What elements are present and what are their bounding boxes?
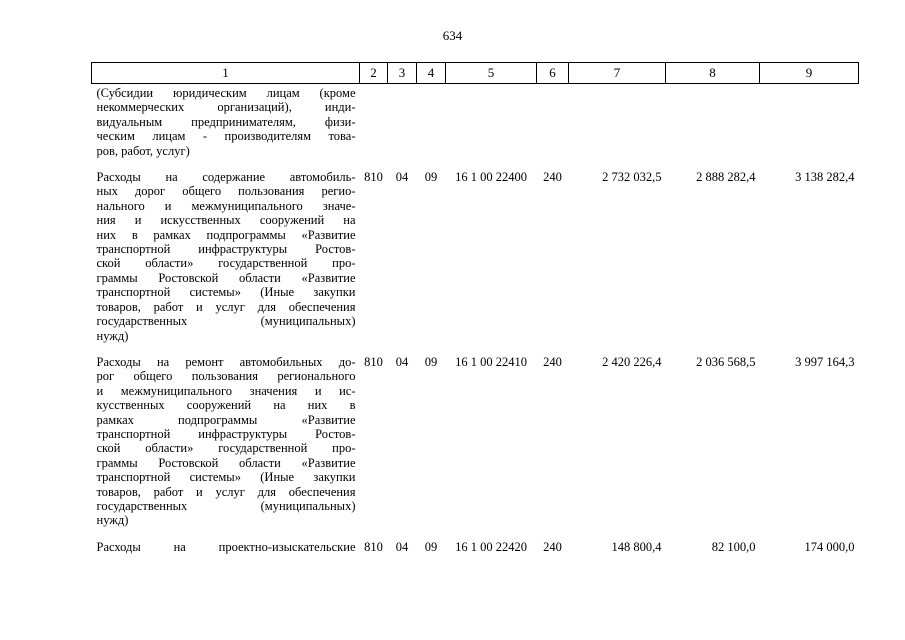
cell-section: 04 xyxy=(395,354,409,369)
description-line: и межмуниципального значения и ис- xyxy=(96,383,356,398)
cell-section: 04 xyxy=(395,170,409,185)
description-line: нужд) xyxy=(96,513,129,528)
cell-amount-1: 2 420 226,4 xyxy=(602,354,662,369)
cell-expense-type: 240 xyxy=(543,354,562,369)
cell-amount-2: 2 888 282,4 xyxy=(696,170,756,185)
row-description xyxy=(92,84,360,159)
description-line: некоммерческих организаций), инди- xyxy=(96,100,356,115)
cell-subsection: 09 xyxy=(424,354,438,369)
column-header: 3 xyxy=(388,63,417,84)
row-description xyxy=(92,158,360,343)
column-header: 2 xyxy=(360,63,388,84)
description-line: них в рамках подпрограммы «Развитие xyxy=(96,227,356,242)
description-line: транспортной инфраструктуры Ростов- xyxy=(96,426,356,441)
column-header: 5 xyxy=(446,63,537,84)
column-header: 1 xyxy=(92,63,360,84)
description-line: ных дорог общего пользования регио- xyxy=(96,184,356,199)
description-line: Расходы на проектно-изыскательские xyxy=(96,539,356,554)
description-line: ния и искусственных сооружений на xyxy=(96,213,356,228)
cell-subsection: 09 xyxy=(424,539,438,554)
description-line: граммы Ростовской области «Развитие xyxy=(96,455,356,470)
cell-amount-2: 82 100,0 xyxy=(711,539,756,554)
table-row xyxy=(92,158,859,343)
description-line: (Субсидии юридическим лицам (кроме xyxy=(96,86,356,100)
cell-target-article xyxy=(446,84,537,159)
description-line: ской области» государственной про- xyxy=(96,256,356,271)
table-row xyxy=(92,343,859,528)
description-line: нального и межмуниципального значе- xyxy=(96,198,356,213)
description-line: рог общего пользования регионального xyxy=(96,369,356,384)
cell-amount-3 xyxy=(760,84,859,159)
column-header: 6 xyxy=(537,63,569,84)
cell-subsection: 09 xyxy=(424,170,438,185)
column-header: 8 xyxy=(666,63,760,84)
description-line: ров, работ, услуг) xyxy=(96,143,190,158)
cell-amount-1: 2 732 032,5 xyxy=(602,170,662,185)
cell-expense-type: 240 xyxy=(543,539,562,554)
description-line: транспортной системы» (Иные закупки xyxy=(96,470,356,485)
description-line: ческим лицам - производителям това- xyxy=(96,129,356,144)
cell-target-article: 16 1 00 22410 xyxy=(455,354,527,369)
description-line: кусственных сооружений на них в xyxy=(96,398,356,413)
description-line: транспортной инфраструктуры Ростов- xyxy=(96,242,356,257)
column-header: 7 xyxy=(569,63,666,84)
cell-expense-type xyxy=(537,84,569,159)
cell-ministry: 810 xyxy=(364,354,383,369)
description-line: товаров, работ и услуг для обеспечения xyxy=(96,299,356,314)
description-line: транспортной системы» (Иные закупки xyxy=(96,285,356,300)
table-row xyxy=(92,84,859,159)
page-number: 634 xyxy=(442,28,463,43)
cell-amount-2: 2 036 568,5 xyxy=(696,354,756,369)
cell-ministry: 810 xyxy=(364,539,383,554)
cell-ministry xyxy=(360,84,388,159)
description-line: граммы Ростовской области «Развитие xyxy=(96,270,356,285)
cell-amount-1 xyxy=(569,84,666,159)
row-description xyxy=(92,343,360,528)
description-line: нужд) xyxy=(96,328,129,343)
column-header: 9 xyxy=(760,63,859,84)
description-line: видуальным предпринимателям, физи- xyxy=(96,114,356,129)
cell-section: 04 xyxy=(395,539,409,554)
description-line: государственных (муниципальных) xyxy=(96,498,356,513)
cell-amount-2 xyxy=(666,84,760,159)
cell-amount-1: 148 800,4 xyxy=(611,539,662,554)
description-line: ской области» государственной про- xyxy=(96,441,356,456)
cell-expense-type: 240 xyxy=(543,170,562,185)
cell-amount-3: 174 000,0 xyxy=(804,539,855,554)
description-line: рамках подпрограммы «Развитие xyxy=(96,412,356,427)
column-header: 4 xyxy=(417,63,446,84)
cell-target-article: 16 1 00 22400 xyxy=(455,170,527,185)
description-line: товаров, работ и услуг для обеспечения xyxy=(96,484,356,499)
table-header-row xyxy=(92,63,859,84)
description-line: Расходы на ремонт автомобильных до- xyxy=(96,354,356,369)
cell-section xyxy=(388,84,417,159)
row-description xyxy=(92,528,360,554)
cell-subsection xyxy=(417,84,446,159)
cell-target-article: 16 1 00 22420 xyxy=(455,539,527,554)
description-line: Расходы на содержание автомобиль- xyxy=(96,170,356,185)
cell-amount-3: 3 138 282,4 xyxy=(795,170,855,185)
table-row xyxy=(92,528,859,554)
cell-ministry: 810 xyxy=(364,170,383,185)
cell-amount-3: 3 997 164,3 xyxy=(795,354,855,369)
description-line: государственных (муниципальных) xyxy=(96,314,356,329)
budget-table xyxy=(91,62,859,554)
